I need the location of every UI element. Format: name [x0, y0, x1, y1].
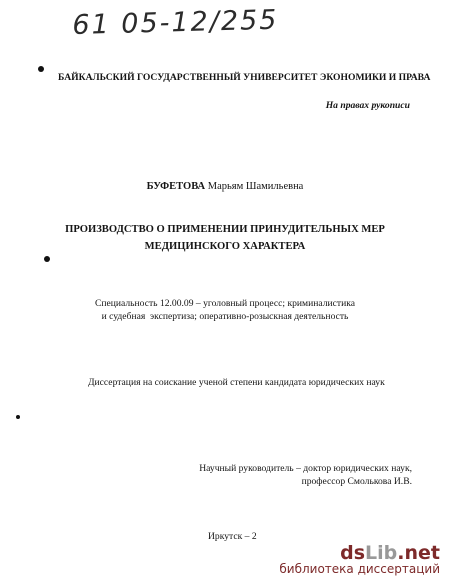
specialty — [0, 297, 450, 323]
author-surname: БУФЕТОВА — [146, 181, 206, 192]
logo-net: .net — [397, 542, 440, 564]
city-year: Иркутск – 2 — [208, 531, 257, 542]
dissertation-title — [0, 221, 450, 255]
supervisor-line: Научный руководитель – доктор юридических наук, — [199, 463, 412, 474]
supervisor-line: профессор Смолькова И.В. — [301, 476, 412, 487]
handwritten-registration-number: 61 05-12/255 — [72, 4, 279, 41]
scan-speck — [44, 256, 50, 262]
logo-ds: ds — [340, 542, 366, 564]
author-name — [0, 181, 450, 192]
dslib-watermark[interactable] — [275, 541, 444, 578]
specialty-line: и судебная экспертиза; оперативно-розыскная деятельность — [101, 311, 349, 322]
title-line: МЕДИЦИНСКОГО ХАРАКТЕРА — [144, 241, 306, 252]
title-line: ПРОИЗВОДСТВО О ПРИМЕНЕНИИ ПРИНУДИТЕЛЬНЫХ МЕР — [65, 224, 385, 235]
scientific-supervisor — [199, 462, 412, 488]
watermark-subtitle: библиотека диссертаций — [279, 562, 440, 576]
author-given-names: Марьям Шамильевна — [207, 181, 304, 192]
logo-lib: Lib — [365, 542, 398, 564]
dslib-logo — [279, 543, 440, 563]
scan-speck — [38, 66, 44, 72]
specialty-line: Специальность 12.00.09 – уголовный процесс; криминалистика — [94, 298, 355, 309]
degree-note: Диссертация на соискание ученой степени кандидата юридических наук — [88, 377, 385, 388]
manuscript-note: На правах рукописи — [325, 100, 410, 111]
scan-speck — [16, 415, 20, 419]
university-name: БАЙКАЛЬСКИЙ ГОСУДАРСТВЕННЫЙ УНИВЕРСИТЕТ ЭКОНОМИКИ И ПРАВА — [58, 72, 431, 83]
